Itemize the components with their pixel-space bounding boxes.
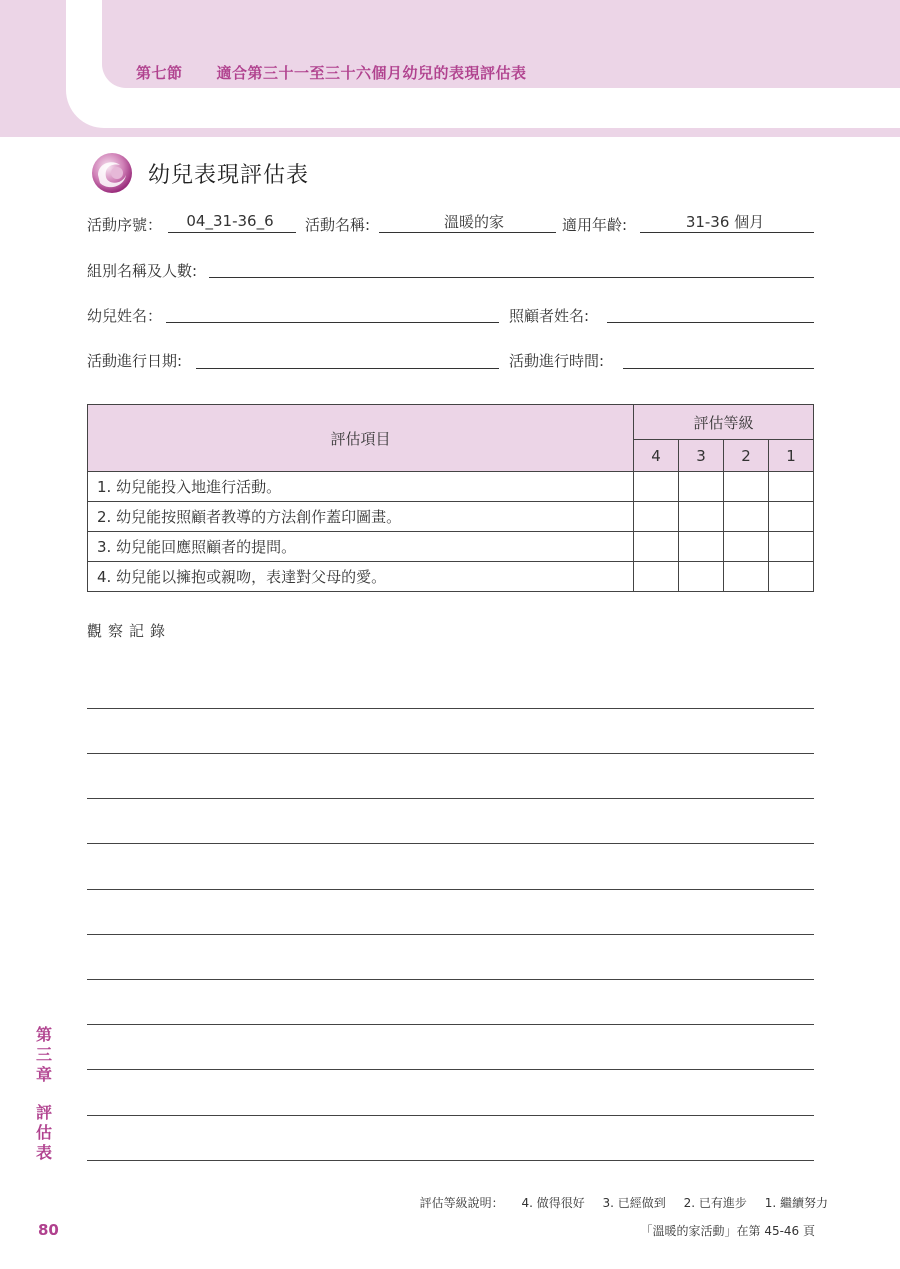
chapter-char: 章 (35, 1065, 52, 1084)
grade-cell[interactable] (679, 562, 724, 592)
grade-cell[interactable] (679, 502, 724, 532)
chapter-name-char: 表 (35, 1143, 52, 1162)
activity-no-line (168, 232, 296, 233)
grade-3-header: 3 (679, 440, 724, 472)
grade-1-header: 1 (769, 440, 814, 472)
grade-cell[interactable] (724, 532, 769, 562)
date-label: 活動進行日期: (87, 352, 183, 370)
age-label: 適用年齡: (562, 216, 628, 234)
legend-item: 1. 繼續努力 (764, 1196, 828, 1210)
table-row (88, 562, 814, 592)
grade-cell[interactable] (769, 472, 814, 502)
grade-cell[interactable] (724, 562, 769, 592)
legend-item: 4. 做得很好 (521, 1196, 585, 1210)
grade-cell[interactable] (634, 562, 679, 592)
observation-line[interactable] (87, 934, 814, 935)
section-number: 第七節 (136, 64, 183, 82)
item-label: 1. 幼兒能投入地進行活動。 (88, 472, 634, 502)
observation-line[interactable] (87, 979, 814, 980)
chapter-name-char: 估 (35, 1123, 52, 1142)
table-row (88, 472, 814, 502)
observation-line[interactable] (87, 1160, 814, 1161)
grade-cell[interactable] (679, 472, 724, 502)
observation-title: 觀察記錄 (87, 622, 172, 640)
swirl-orb-icon (90, 151, 134, 195)
caregiver-label: 照顧者姓名: (509, 307, 590, 325)
legend-label: 評估等級說明： (419, 1196, 504, 1210)
activity-name-value[interactable]: 溫暖的家 (443, 213, 504, 231)
date-field[interactable] (196, 368, 499, 369)
chapter-name-char: 評 (35, 1103, 52, 1122)
grade-cell[interactable] (634, 502, 679, 532)
grade-4-header: 4 (634, 440, 679, 472)
chapter-char: 三 (35, 1045, 52, 1064)
grade-cell[interactable] (769, 532, 814, 562)
age-line (640, 232, 814, 233)
time-label: 活動進行時間: (509, 352, 605, 370)
group-field[interactable] (209, 277, 814, 278)
page-number: 80 (38, 1221, 59, 1239)
grade-header: 評估等級 (634, 405, 814, 440)
observation-line[interactable] (87, 843, 814, 844)
item-header: 評估項目 (88, 405, 634, 472)
grade-cell[interactable] (769, 502, 814, 532)
activity-no-label: 活動序號： (87, 216, 163, 234)
activity-name-line (379, 232, 556, 233)
observation-line[interactable] (87, 1069, 814, 1070)
age-value[interactable]: 31-36 個月 (685, 213, 765, 231)
observation-line[interactable] (87, 1024, 814, 1025)
caregiver-field[interactable] (607, 322, 814, 323)
legend-item: 2. 已有進步 (683, 1196, 747, 1210)
activity-name-label: 活動名稱: (305, 216, 371, 234)
grade-cell[interactable] (769, 562, 814, 592)
grade-cell[interactable] (724, 502, 769, 532)
child-name-field[interactable] (166, 322, 499, 323)
section-heading (136, 62, 527, 83)
table-row (88, 532, 814, 562)
grade-legend (420, 1194, 828, 1211)
table-header-row (88, 405, 814, 440)
item-label: 2. 幼兒能按照顧者教導的方法創作蓋印圖畫。 (88, 502, 634, 532)
grade-cell[interactable] (724, 472, 769, 502)
chapter-char: 第 (35, 1025, 52, 1044)
observation-line[interactable] (87, 1115, 814, 1116)
grade-2-header: 2 (724, 440, 769, 472)
grade-cell[interactable] (634, 472, 679, 502)
form-title: 幼兒表現評估表 (148, 163, 310, 188)
item-label: 3. 幼兒能回應照顧者的提問。 (88, 532, 634, 562)
time-field[interactable] (623, 368, 814, 369)
section-title: 適合第三十一至三十六個月幼兒的表現評估表 (216, 64, 527, 82)
chapter-side-tab (34, 1025, 54, 1163)
page-reference: 「溫暖的家活動」在第 45-46 頁 (640, 1224, 815, 1238)
observation-line[interactable] (87, 798, 814, 799)
group-label: 組別名稱及人數: (87, 262, 198, 280)
evaluation-table (87, 404, 814, 592)
activity-no-value[interactable]: 04_31-36_6 (186, 212, 274, 230)
table-row (88, 502, 814, 532)
legend-item: 3. 已經做到 (602, 1196, 666, 1210)
item-label: 4. 幼兒能以擁抱或親吻，表達對父母的愛。 (88, 562, 634, 592)
child-name-label: 幼兒姓名： (87, 307, 163, 325)
observation-line[interactable] (87, 753, 814, 754)
grade-cell[interactable] (634, 532, 679, 562)
observation-line[interactable] (87, 889, 814, 890)
grade-cell[interactable] (679, 532, 724, 562)
observation-line[interactable] (87, 708, 814, 709)
